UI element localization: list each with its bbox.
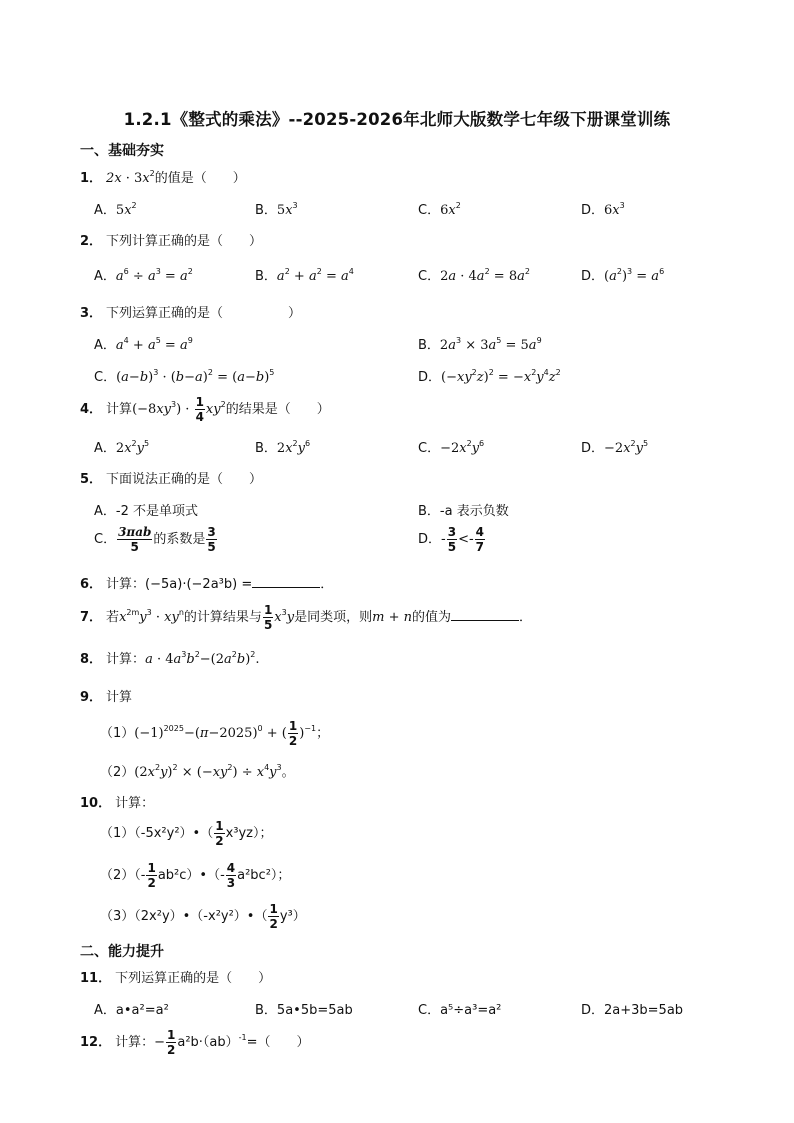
- fraction-3-over-5: $\frac{3}{5}$: [207, 525, 216, 554]
- fraction-one-half-b: $\frac{1}{2}$: [147, 861, 156, 890]
- q4-option-c[interactable]: C．$-2x^2y^6$: [418, 439, 485, 456]
- fraction-4-over-7: $\frac{4}{7}$: [475, 525, 485, 554]
- q10-part-2: （2）（- $\frac{1}{2}$ ab²c）•（- $\frac{4}{3}$ a²bc²）；: [100, 861, 291, 890]
- q4-option-d[interactable]: D．$-2x^2y^5$: [581, 439, 649, 456]
- q1-option-d[interactable]: D．$6x^3$: [581, 201, 625, 218]
- question-10: 10． 计算：: [80, 796, 155, 811]
- question-7: 7． 若$x^{2m}y^3 \cdot xy^n$的计算结果与 $\frac{1}{5}$ $x^3y$是同类项，则m + n的值为 ．: [80, 603, 533, 632]
- q9-part-2: $(2)(2x^2y)^2 \times (-xy^2) \div x^4y^3$。: [100, 763, 295, 780]
- page-title: 1.2.1《整式的乘法》--2025-2026年北师大版数学七年级下册课堂训练: [123, 110, 671, 129]
- q3-option-d[interactable]: D．$(-xy^2z)^2 = -x^2y^4z^2$: [418, 368, 561, 385]
- question-3: 3． 下列运算正确的是（ ）: [80, 306, 302, 321]
- fraction-one-fifth: $\frac{1}{5}$: [263, 603, 273, 632]
- section-heading-basics: 一、基础夯实: [80, 143, 164, 159]
- answer-blank-q7[interactable]: [451, 608, 519, 621]
- fraction-four-thirds: $\frac{4}{3}$: [226, 861, 236, 890]
- question-1: 1． $2x \cdot 3x^2$的值是（ ）: [80, 169, 246, 186]
- q4-option-b[interactable]: B．$2x^2y^6$: [255, 439, 311, 456]
- q2-option-a[interactable]: A．$a^6 \div a^3 = a^2$: [94, 267, 193, 284]
- answer-blank-q6[interactable]: [252, 575, 320, 588]
- q3-option-b[interactable]: B．$2a^3 \times 3a^5 = 5a^9$: [418, 336, 542, 353]
- question-9: 9． 计算: [80, 690, 133, 705]
- section-heading-advanced: 二、能力提升: [80, 944, 164, 960]
- fraction-3-over-5-d: $\frac{3}{5}$: [447, 525, 457, 554]
- q5-option-b[interactable]: B．-a 表示负数: [418, 504, 509, 519]
- q5-option-a[interactable]: A．-2 不是单项式: [94, 504, 198, 519]
- q11-option-d[interactable]: D．2a+3b=5ab: [581, 1003, 684, 1018]
- fraction-one-half-a: $\frac{1}{2}$: [215, 819, 224, 848]
- q2-option-b[interactable]: B．$a^2 + a^2 = a^4$: [255, 267, 354, 284]
- q1-option-c[interactable]: C．$6x^2$: [418, 201, 461, 218]
- q4-option-a[interactable]: A．$2x^2y^5$: [94, 439, 150, 456]
- q3-option-c[interactable]: C．$(a-b)^3 \cdot (b-a)^2 = (a-b)^5$: [94, 368, 275, 385]
- question-4: 4． 计算$(-8xy^3)$ · $\frac{1}{4}$ $xy^2$的结果是（ ）: [80, 395, 330, 424]
- fraction-one-half-c: $\frac{1}{2}$: [269, 902, 278, 931]
- q11-option-c[interactable]: C．a⁵÷a³=a²: [418, 1003, 502, 1018]
- q2-option-d[interactable]: D．$(a^2)^3 = a^6$: [581, 267, 665, 284]
- q11-option-b[interactable]: B．5a•5b=5ab: [255, 1003, 353, 1018]
- q10-part-3: （3）（2x²y）•（-x²y²）•（ $\frac{1}{2}$ y³）: [100, 902, 306, 931]
- q1-option-a[interactable]: A．$5x^2$: [94, 201, 137, 218]
- q1-option-b[interactable]: B．$5x^3$: [255, 201, 298, 218]
- fraction-3piab-over-5: $\frac{\text{3πab}}{5}$: [118, 525, 152, 554]
- q3-option-a[interactable]: A．$a^4 + a^5 = a^9$: [94, 336, 193, 353]
- q5-option-d[interactable]: D．- $\frac{3}{5}$ <- $\frac{4}{7}$: [418, 525, 485, 554]
- q2-option-c[interactable]: C．$2a \cdot 4a^2 = 8a^2$: [418, 267, 530, 284]
- question-2: 2． 下列计算正确的是（ ）: [80, 234, 263, 249]
- q5-option-c[interactable]: C． $\frac{\text{3πab}}{5}$ 的系数是 $\frac{3}{5}$: [94, 525, 216, 554]
- question-6: 6． 计算：(−5a)·(−2a³b) = ．: [80, 577, 334, 592]
- fraction-one-half-d: $\frac{1}{2}$: [167, 1028, 176, 1057]
- q9-part-1: $(1)(-1)^{2025}-(\pi-2025)^0$ + ( $\frac{1}{2}$ )$^{-1}$；: [100, 719, 330, 748]
- question-11: 11． 下列运算正确的是（ ）: [80, 971, 272, 986]
- question-5: 5． 下面说法正确的是（ ）: [80, 472, 263, 487]
- question-8: 8． 计算：$a \cdot 4a^3b^2-(2a^2b)^2$.: [80, 650, 260, 667]
- fraction-one-quarter: $\frac{1}{4}$: [195, 395, 204, 424]
- question-12: 12． 计算：− $\frac{1}{2}$ a²b·（ab）$^{-1}$=（ ）: [80, 1028, 310, 1057]
- q10-part-1: （1）（-5x²y²）•（ $\frac{1}{2}$ x³yz）；: [100, 819, 273, 848]
- fraction-one-half: $\frac{1}{2}$: [288, 719, 298, 748]
- q11-option-a[interactable]: A．a•a²=a²: [94, 1003, 169, 1018]
